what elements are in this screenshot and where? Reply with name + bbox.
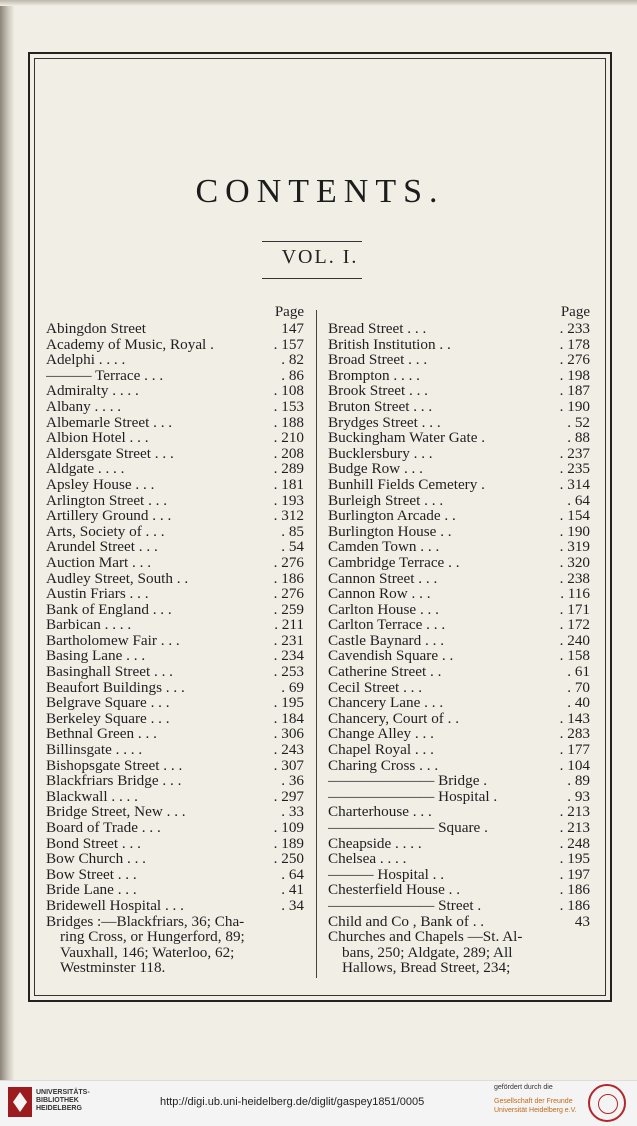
entry-name: Burlington Arcade . .	[328, 508, 456, 524]
entry-page: . 195	[559, 850, 590, 868]
entry-name: Child and Co , Bank of . .	[328, 913, 485, 930]
contents-entry	[46, 820, 304, 836]
entry-name: Castle Baynard . . .	[328, 632, 444, 649]
entry-page: . 198	[559, 366, 590, 384]
contents-entry	[328, 524, 590, 540]
entry-name: Cambridge Terrace . .	[328, 554, 460, 571]
continuation-line: Hallows, Bread Street, 234;	[342, 959, 511, 977]
entry-page: . 306	[273, 725, 304, 743]
contents-entry	[328, 602, 590, 618]
entry-page: . 187	[559, 382, 590, 400]
volume-heading: VOL. I.	[281, 246, 359, 268]
entry-page: . 52	[567, 413, 590, 431]
contents-entry	[46, 415, 304, 431]
entry-name: Basinghall Street . . .	[46, 664, 173, 680]
entry-name: Change Alley . . .	[328, 726, 434, 743]
contents-column-right	[328, 304, 590, 976]
contents-entry	[328, 789, 590, 805]
entry-page: . 235	[559, 460, 590, 478]
entry-name: Billinsgate . . . .	[46, 742, 143, 758]
entry-page: . 153	[273, 397, 304, 415]
continuation-line: Churches and Chapels —St. Al-	[328, 928, 523, 946]
entry-page: . 197	[559, 865, 590, 883]
library-logo-icon[interactable]	[8, 1087, 32, 1117]
contents-entry	[328, 742, 590, 758]
contents-entry	[46, 586, 304, 602]
entry-name: Brook Street . . .	[328, 383, 428, 399]
contents-entry	[46, 399, 304, 415]
entry-page: . 238	[559, 569, 590, 587]
contents-entry	[328, 477, 590, 493]
contents-entry	[46, 898, 304, 914]
entry-page: . 184	[273, 709, 304, 727]
entry-page: . 248	[559, 834, 590, 852]
contents-entry	[46, 695, 304, 711]
continuation-line: Bridges :—Blackfriars, 36; Cha-	[46, 912, 245, 930]
entry-page: . 177	[559, 741, 590, 759]
contents-entry	[46, 477, 304, 493]
contents-entry	[328, 571, 590, 587]
contents-entry	[46, 430, 304, 446]
contents-entry	[46, 368, 304, 384]
entry-page: . 190	[559, 397, 590, 415]
entry-name: Albion Hotel . . .	[46, 430, 149, 446]
entry-name: Chapel Royal . . .	[328, 742, 434, 758]
contents-entry	[46, 648, 304, 664]
entry-page: . 186	[559, 881, 590, 899]
entry-name: Austin Friars . . .	[46, 586, 149, 602]
entry-page: . 34	[281, 896, 304, 914]
contents-entry	[328, 493, 590, 509]
entry-name: ——— Hospital . .	[328, 866, 445, 883]
entry-page: . 64	[281, 865, 304, 883]
continuation-line: Vauxhall, 146; Waterloo, 62;	[60, 943, 235, 961]
entry-name: Auction Mart . . .	[46, 554, 152, 571]
contents-entry	[328, 914, 590, 930]
contents-entry	[46, 461, 304, 477]
entry-name: Chelsea . . . .	[328, 851, 407, 867]
entry-name: Basing Lane . . .	[46, 648, 146, 665]
contents-entry	[46, 555, 304, 571]
entry-page: . 297	[273, 787, 304, 805]
contents-entry	[46, 493, 304, 509]
entry-name: Charterhouse . . .	[328, 804, 432, 820]
entry-name: ——— Terrace . . .	[46, 367, 164, 384]
column-divider	[316, 310, 317, 978]
entry-page: . 186	[559, 896, 590, 914]
contents-entry	[328, 508, 590, 524]
entry-name: Burlington House . .	[328, 523, 452, 540]
entry-name: Cannon Row . . .	[328, 586, 431, 602]
entry-page: . 154	[559, 507, 590, 525]
entry-name: Bank of England . . .	[46, 601, 172, 618]
contents-entry	[328, 352, 590, 368]
entry-page: . 82	[281, 351, 304, 369]
entry-name: Chesterfield House . .	[328, 882, 461, 898]
contents-entry	[328, 836, 590, 852]
entry-page: . 213	[559, 819, 590, 836]
contents-entry	[46, 321, 304, 337]
entry-name: Burleigh Street . . .	[328, 492, 444, 509]
entry-page: . 89	[567, 772, 590, 790]
entry-name: Chancery Lane . . .	[328, 695, 444, 711]
entry-name: Bow Street . . .	[46, 866, 137, 883]
contents-entry	[46, 680, 304, 696]
contents-entry	[46, 352, 304, 368]
entry-name: Artillery Ground . . .	[46, 508, 172, 524]
entry-page: . 237	[559, 444, 590, 462]
entry-page: . 195	[273, 694, 304, 712]
entry-page: . 190	[559, 522, 590, 540]
entry-page: . 143	[559, 709, 590, 727]
contents-entry	[328, 539, 590, 555]
entry-page: . 259	[273, 600, 304, 618]
contents-entry	[328, 633, 590, 649]
contents-entry	[46, 804, 304, 820]
entry-name: Arlington Street . . .	[46, 492, 168, 509]
entry-page: . 178	[559, 335, 590, 353]
contents-entry	[328, 321, 590, 337]
library-name[interactable]: UNIVERSITÄTS-BIBLIOTHEK HEIDELBERG	[36, 1089, 90, 1112]
entry-page: . 108	[273, 382, 304, 400]
entry-name: Blackwall . . . .	[46, 788, 138, 805]
entry-name: Carlton Terrace . . .	[328, 617, 446, 633]
entry-name: ——————— Square .	[328, 820, 488, 836]
contents-entry	[328, 461, 590, 477]
contents-entry	[46, 617, 304, 633]
entry-page: . 289	[273, 460, 304, 478]
entry-name: Arts, Society of . . .	[46, 523, 165, 540]
contents-entry	[46, 664, 304, 680]
entry-name: Cavendish Square . .	[328, 648, 454, 665]
entry-name: Carlton House . . .	[328, 601, 439, 618]
entry-name: Budge Row . . .	[328, 461, 423, 477]
entry-name: Albany . . . .	[46, 398, 122, 415]
entry-name: Camden Town . . .	[328, 539, 440, 555]
entry-page: . 158	[559, 647, 590, 665]
page-column-header: Page	[560, 304, 590, 320]
entry-name: Bridewell Hospital . . .	[46, 897, 184, 914]
entry-page: . 104	[559, 756, 590, 774]
entry-page: 147	[281, 320, 304, 337]
contents-entry	[328, 820, 590, 836]
continuation-line: bans, 250; Aldgate, 289; All	[342, 943, 513, 961]
contents-entry	[46, 773, 304, 789]
page-top-edge	[0, 0, 637, 6]
entry-name: Catherine Street . .	[328, 664, 442, 680]
entry-name: ——————— Hospital .	[328, 788, 498, 805]
contents-entry	[46, 524, 304, 540]
entry-name: Brompton . . . .	[328, 367, 420, 384]
entry-page: 43	[574, 912, 590, 930]
sponsor-name[interactable]: Gesellschaft der Freunde Universität Heidelberg e.V.	[494, 1098, 577, 1114]
entry-page: . 86	[281, 366, 304, 384]
entry-page: . 314	[559, 475, 590, 493]
contents-entry	[46, 882, 304, 898]
entry-page: . 116	[560, 585, 590, 603]
contents-entry	[46, 633, 304, 649]
entry-name: Bucklersbury . . .	[328, 445, 433, 462]
entry-name: Cecil Street . . .	[328, 679, 423, 696]
entry-name: Barbican . . . .	[46, 617, 132, 633]
entry-page: . 181	[273, 475, 304, 493]
entry-page: . 172	[559, 616, 590, 634]
contents-entry	[328, 758, 590, 774]
entry-name: Brydges Street . . .	[328, 414, 441, 431]
entry-name: Adelphi . . . .	[46, 352, 126, 368]
entry-page: . 157	[273, 335, 304, 353]
contents-entry	[46, 758, 304, 774]
contents-entry	[46, 383, 304, 399]
contents-entry	[328, 664, 590, 680]
entry-name: Bond Street . . .	[46, 835, 141, 852]
entry-page: . 186	[273, 569, 304, 587]
entry-page: . 93	[567, 787, 590, 805]
entry-page: . 189	[273, 834, 304, 852]
contents-entry	[328, 555, 590, 571]
contents-entry	[46, 789, 304, 805]
entry-page: . 276	[273, 585, 304, 603]
contents-entry	[328, 898, 590, 914]
page-title: CONTENTS.	[195, 173, 445, 210]
entry-name: Cheapside . . . .	[328, 835, 422, 852]
permalink[interactable]: http://digi.ub.uni-heidelberg.de/diglit/gaspey1851/0005	[160, 1096, 425, 1108]
contents-entry	[328, 368, 590, 384]
entry-page: . 109	[273, 819, 304, 836]
entry-name: Berkeley Square . . .	[46, 710, 170, 727]
entry-page: . 211	[274, 616, 304, 634]
contents-entry	[46, 539, 304, 555]
contents-column-left	[46, 304, 304, 976]
contents-entry	[328, 648, 590, 664]
contents-entry	[328, 399, 590, 415]
entry-page: . 193	[273, 491, 304, 509]
entry-name: Belgrave Square . . .	[46, 695, 170, 711]
contents-entry	[46, 867, 304, 883]
entry-page: . 54	[281, 538, 304, 556]
entry-name: Admiralty . . . .	[46, 383, 139, 399]
contents-entry	[328, 726, 590, 742]
entry-name: ——————— Bridge .	[328, 773, 488, 789]
funded-by-label: gefördert durch die	[494, 1084, 553, 1091]
entry-name: Bridge Street, New . . .	[46, 804, 186, 820]
entry-name: Bruton Street . . .	[328, 398, 433, 415]
entry-page: . 307	[273, 756, 304, 774]
entry-page: . 69	[281, 678, 304, 696]
entry-page: . 276	[559, 351, 590, 369]
entry-name: Bishopsgate Street . . .	[46, 757, 183, 774]
entry-name: Audley Street, South . .	[46, 570, 189, 587]
entry-name: Beaufort Buildings . . .	[46, 679, 185, 696]
entry-name: Board of Trade . . .	[46, 820, 161, 836]
entry-page: . 234	[273, 647, 304, 665]
contents-entry	[328, 617, 590, 633]
contents-entry	[328, 804, 590, 820]
entry-name: British Institution . .	[328, 336, 451, 353]
entry-page: . 253	[273, 663, 304, 681]
entry-name: Apsley House . . .	[46, 476, 155, 493]
entry-page: . 41	[281, 881, 304, 899]
entry-page: . 319	[559, 538, 590, 556]
contents-entry	[46, 742, 304, 758]
entry-page: . 276	[273, 553, 304, 571]
entry-page: . 33	[281, 803, 304, 821]
entry-page: . 188	[273, 413, 304, 431]
contents-entry	[328, 711, 590, 727]
entry-name: Buckingham Water Gate .	[328, 430, 486, 446]
entry-page: . 250	[273, 850, 304, 868]
contents-entry	[46, 726, 304, 742]
entry-name: Academy of Music, Royal .	[46, 336, 214, 353]
entry-page: . 213	[559, 803, 590, 821]
entry-page: . 283	[559, 725, 590, 743]
entry-name: Chancery, Court of . .	[328, 710, 460, 727]
contents-entry	[328, 773, 590, 789]
entry-page: . 36	[281, 772, 304, 790]
entry-name: Aldgate . . . .	[46, 461, 125, 477]
entry-name: Broad Street . . .	[328, 352, 428, 368]
entry-name: Bow Church . . .	[46, 851, 146, 867]
contents-entry	[328, 680, 590, 696]
entry-page: . 208	[273, 444, 304, 462]
entry-name: Blackfriars Bridge . . .	[46, 773, 182, 789]
contents-entry	[328, 882, 590, 898]
entry-name: ——————— Street .	[328, 897, 482, 914]
entry-page: . 171	[559, 600, 590, 618]
contents-entry	[328, 383, 590, 399]
entry-name: Charing Cross . . .	[328, 757, 439, 774]
contents-entry	[46, 571, 304, 587]
continuation-line: ring Cross, or Hungerford, 89;	[60, 928, 245, 946]
contents-entry	[328, 415, 590, 431]
page-binding-edge	[0, 0, 14, 1080]
rule-above-volume	[262, 241, 362, 242]
contents-entry	[328, 337, 590, 353]
entry-page: . 320	[559, 553, 590, 571]
entry-name: Bride Lane . . .	[46, 882, 137, 898]
entry-page: . 40	[567, 694, 590, 712]
contents-entry	[328, 586, 590, 602]
entry-page: . 233	[559, 320, 590, 337]
entry-name: Bartholomew Fair . . .	[46, 632, 180, 649]
entry-page: . 64	[567, 491, 590, 509]
contents-entry	[46, 711, 304, 727]
entry-page: . 85	[281, 522, 304, 540]
entry-page: . 240	[559, 631, 590, 649]
contents-entry	[46, 851, 304, 867]
contents-entry	[46, 602, 304, 618]
contents-entry	[46, 508, 304, 524]
entry-name: Arundel Street . . .	[46, 539, 158, 555]
contents-entry	[328, 851, 590, 867]
contents-entry	[328, 867, 590, 883]
entry-page: . 61	[567, 663, 590, 681]
entry-name: Bread Street . . .	[328, 321, 427, 337]
entry-page: . 210	[273, 429, 304, 447]
entry-page: . 88	[567, 429, 590, 447]
contents-entry	[46, 836, 304, 852]
contents-entry	[328, 430, 590, 446]
entry-page: . 231	[273, 631, 304, 649]
contents-entry	[46, 337, 304, 353]
rule-below-volume	[262, 278, 362, 279]
entry-page: . 243	[273, 741, 304, 759]
page-column-header: Page	[274, 304, 304, 320]
contents-entry	[328, 695, 590, 711]
entry-name: Aldersgate Street . . .	[46, 445, 174, 462]
entry-name: Abingdon Street	[46, 321, 146, 337]
entry-page: . 312	[273, 507, 304, 525]
entry-name: Bethnal Green . . .	[46, 726, 157, 743]
entry-name: Albemarle Street . . .	[46, 414, 173, 431]
entry-page: . 70	[567, 678, 590, 696]
contents-entry	[328, 446, 590, 462]
entry-name: Cannon Street . . .	[328, 570, 438, 587]
contents-entry	[46, 446, 304, 462]
entry-name: Bunhill Fields Cemetery .	[328, 476, 485, 493]
continuation-line: Westminster 118.	[60, 959, 166, 977]
university-seal-icon[interactable]	[588, 1084, 626, 1122]
